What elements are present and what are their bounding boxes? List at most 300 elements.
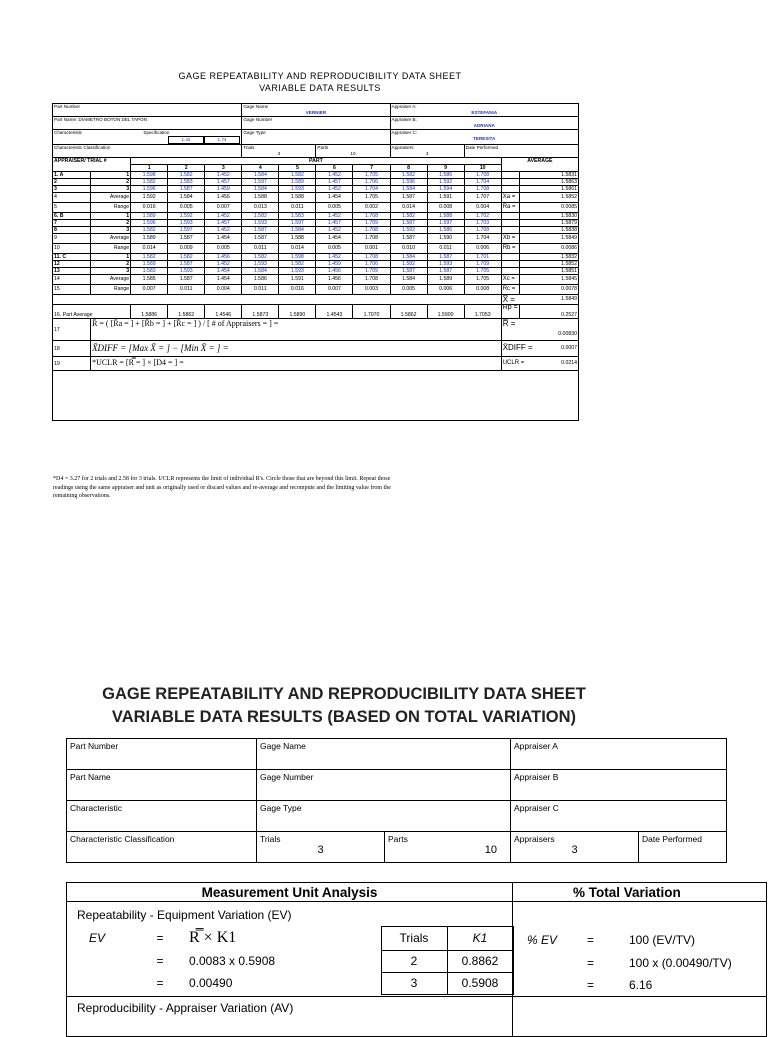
- sheet2-analysis-table: [66, 882, 767, 1037]
- measurement-cell[interactable]: 0.004: [205, 285, 242, 295]
- measurement-cell[interactable]: 1.456: [316, 275, 353, 285]
- pct-eq-2: =: [587, 956, 595, 970]
- part-number-header: 6: [316, 165, 353, 172]
- measurement-cell[interactable]: 1.596: [390, 179, 427, 186]
- measurement-cell[interactable]: 1.588: [279, 234, 316, 244]
- pct-eq-1: =: [587, 933, 595, 947]
- measurement-cell[interactable]: 1.587: [168, 275, 205, 285]
- row-trial: 2: [91, 179, 131, 186]
- s2-appraiser-b: Appraiser B: [511, 770, 727, 801]
- row-average: 1.5851: [519, 268, 578, 275]
- measurement-cell[interactable]: 1.705: [464, 275, 501, 285]
- measurement-cell[interactable]: 1.587: [390, 268, 427, 275]
- measurement-cell[interactable]: 1.587: [168, 261, 205, 268]
- measurement-cell[interactable]: 1.597: [279, 220, 316, 227]
- measurement-cell[interactable]: 1.587: [390, 193, 427, 203]
- measurement-cell[interactable]: 0.009: [168, 244, 205, 254]
- measurement-cell[interactable]: 1.584: [168, 193, 205, 203]
- row-trial: Range: [91, 285, 131, 295]
- measurement-cell[interactable]: 1.583: [279, 213, 316, 220]
- row-number: 10: [53, 244, 91, 254]
- row-trial: 1: [91, 254, 131, 261]
- row-number: 4: [53, 193, 91, 203]
- s2-trials-label: Trials: [260, 834, 281, 844]
- row-symbol: X̄b =: [501, 234, 519, 244]
- measurement-cell[interactable]: 1.583: [131, 268, 168, 275]
- part-average-cell: 1.4543: [316, 305, 353, 319]
- measurement-cell[interactable]: 0.007: [205, 203, 242, 213]
- trials-label: Trials: [243, 145, 255, 150]
- appraisers-value: 3: [425, 151, 429, 156]
- part-average-cell: 1.5873: [242, 305, 279, 319]
- s2-part-name: Part Name: [67, 770, 257, 801]
- measurement-cell[interactable]: 1.591: [279, 275, 316, 285]
- measurement-cell[interactable]: 1.582: [390, 172, 427, 179]
- part-header: PART: [131, 158, 502, 165]
- measurement-cell[interactable]: 0.007: [131, 285, 168, 295]
- measurement-cell[interactable]: 1.708: [353, 213, 390, 220]
- characteristic-label: Characteristic: [54, 130, 83, 135]
- trials-col-header: Trials: [381, 926, 447, 950]
- appraiser-a-value: ESTEFANIA: [471, 110, 498, 115]
- measurement-cell[interactable]: 0.006: [464, 244, 501, 254]
- row-trial: Range: [91, 203, 131, 213]
- measurement-cell[interactable]: 1.587: [427, 254, 464, 261]
- measurement-cell[interactable]: 0.005: [205, 244, 242, 254]
- measurement-cell[interactable]: 1.594: [427, 186, 464, 193]
- measurement-cell[interactable]: 1.584: [390, 186, 427, 193]
- measurement-cell[interactable]: 1.587: [242, 227, 279, 234]
- measurement-cell[interactable]: 1.597: [427, 220, 464, 227]
- measurement-cell[interactable]: 1.702: [464, 213, 501, 220]
- pct-ev-label: % EV: [527, 933, 558, 947]
- measurement-cell[interactable]: 0.008: [427, 203, 464, 213]
- appraiser-b-label: Appraiser B:: [391, 117, 417, 122]
- pct-eq-3: =: [587, 978, 595, 992]
- measurement-cell[interactable]: 1.587: [168, 234, 205, 244]
- s2-appraisers-label: Appraisers: [514, 834, 555, 844]
- measurement-cell[interactable]: 1.583: [168, 179, 205, 186]
- measurement-cell[interactable]: 0.011: [279, 203, 316, 213]
- ev-line3: 0.00490: [189, 976, 233, 990]
- measurement-cell[interactable]: 1.592: [427, 179, 464, 186]
- measurement-cell[interactable]: 1.704: [353, 186, 390, 193]
- average-header: AVERAGE: [501, 158, 578, 172]
- measurement-cell[interactable]: 1.597: [242, 179, 279, 186]
- row-symbol: X̄c =: [501, 275, 519, 285]
- measurement-cell[interactable]: 1.452: [205, 227, 242, 234]
- part-number-header: 2: [168, 165, 205, 172]
- measurement-cell[interactable]: 1.457: [316, 220, 353, 227]
- measurement-cell[interactable]: 1.584: [242, 186, 279, 193]
- measurement-cell[interactable]: 1.587: [168, 186, 205, 193]
- measurement-cell[interactable]: 1.452: [316, 254, 353, 261]
- ev-inner: [67, 926, 514, 995]
- measurement-cell[interactable]: 0.010: [390, 244, 427, 254]
- measurement-cell[interactable]: 1.593: [168, 220, 205, 227]
- measurement-cell[interactable]: 0.006: [427, 285, 464, 295]
- measurement-cell[interactable]: 1.457: [205, 220, 242, 227]
- measurement-cell[interactable]: 1.582: [242, 213, 279, 220]
- row-average: 1.5845: [519, 275, 578, 285]
- measurement-cell[interactable]: 1.589: [279, 179, 316, 186]
- measurement-cell[interactable]: 1.584: [390, 275, 427, 285]
- row-trial: 3: [91, 268, 131, 275]
- measurement-cell[interactable]: 0.002: [353, 203, 390, 213]
- measurement-cell[interactable]: 1.587: [427, 268, 464, 275]
- measurement-cell[interactable]: 1.452: [316, 213, 353, 220]
- measurement-cell[interactable]: 0.011: [242, 244, 279, 254]
- s2-gage-name: Gage Name: [257, 739, 511, 770]
- appraiser-c-value: TERESITA: [473, 136, 496, 141]
- appraisers-label: Appraisers: [391, 145, 414, 150]
- row-trial: 3: [91, 186, 131, 193]
- measurement-cell[interactable]: 0.008: [464, 285, 501, 295]
- part-number-header: 10: [464, 165, 501, 172]
- measurement-cell[interactable]: 0.005: [390, 285, 427, 295]
- part-average-cell: 1.4546: [205, 305, 242, 319]
- measurement-cell[interactable]: 1.703: [464, 220, 501, 227]
- measurement-cell[interactable]: 1.456: [316, 268, 353, 275]
- measurement-cell[interactable]: 1.593: [242, 261, 279, 268]
- measurement-cell[interactable]: 0.005: [316, 203, 353, 213]
- measurement-cell[interactable]: 1.584: [279, 227, 316, 234]
- measurement-cell[interactable]: 1.709: [353, 220, 390, 227]
- measurement-cell[interactable]: 1.588: [242, 193, 279, 203]
- reprod-pct-cell: [513, 997, 767, 1037]
- measurement-cell[interactable]: 1.582: [131, 179, 168, 186]
- row-number: 6. B: [53, 213, 91, 220]
- measurement-cell[interactable]: 1.705: [464, 268, 501, 275]
- measurement-cell[interactable]: 1.582: [242, 254, 279, 261]
- measurement-cell[interactable]: 0.016: [279, 285, 316, 295]
- measurement-cell[interactable]: 1.592: [168, 213, 205, 220]
- measurement-cell[interactable]: 1.706: [353, 261, 390, 268]
- gage-name-label: Gage Name: [243, 104, 269, 109]
- measurement-cell[interactable]: 1.454: [205, 275, 242, 285]
- measurement-cell[interactable]: 1.452: [205, 213, 242, 220]
- measurement-cell[interactable]: 1.596: [131, 186, 168, 193]
- sheet2-title: [0, 683, 688, 729]
- s2-appraisers-value: 3: [571, 844, 578, 856]
- appraiser-trial-header: APPRAISER/ TRIAL #: [53, 158, 131, 172]
- measurement-cell[interactable]: 1.701: [464, 254, 501, 261]
- measurement-cell[interactable]: 1.597: [168, 227, 205, 234]
- row-number: 8: [53, 227, 91, 234]
- row-symbol: R̄b =: [501, 244, 519, 254]
- s2-trials-value: 3: [317, 844, 324, 856]
- s2-parts-cell: [385, 832, 511, 863]
- date-label: Date Performed: [465, 145, 499, 150]
- ev-block: [67, 902, 513, 997]
- ev-formula: R̿ × K1: [189, 929, 237, 946]
- measurement-cell[interactable]: 1.705: [353, 193, 390, 203]
- row-average: 1.5849: [519, 234, 578, 244]
- row18-result-value: 0.0007: [561, 345, 577, 351]
- measurement-cell[interactable]: 0.001: [353, 244, 390, 254]
- measurement-cell[interactable]: 0.011: [242, 285, 279, 295]
- ev-line2: 0.0083 x 0.5908: [189, 954, 276, 968]
- measurement-cell[interactable]: 1.452: [316, 186, 353, 193]
- sheet2-title-line1: GAGE REPEATABILITY AND REPRODUCIBILITY DATA SHEET: [102, 685, 586, 703]
- measurement-cell[interactable]: 1.593: [279, 268, 316, 275]
- measurement-cell[interactable]: 1.591: [427, 193, 464, 203]
- row19-result-value: 0.0214: [561, 360, 577, 366]
- row-trial: 1: [91, 172, 131, 179]
- measurement-cell[interactable]: 1.454: [205, 268, 242, 275]
- part-average-cell: 1.5900: [427, 305, 464, 319]
- measurement-cell[interactable]: 0.005: [316, 244, 353, 254]
- s2-gage-number: Gage Number: [257, 770, 511, 801]
- measurement-cell[interactable]: 1.582: [168, 172, 205, 179]
- row-number: 11. C: [53, 254, 91, 261]
- row17-result-value: 0.00830: [558, 331, 577, 337]
- measurement-cell[interactable]: 0.014: [131, 244, 168, 254]
- spec-low-value: 1.42: [168, 136, 204, 144]
- measurement-cell[interactable]: 1.582: [168, 254, 205, 261]
- measurement-cell[interactable]: 1.454: [316, 234, 353, 244]
- measurement-cell[interactable]: 1.454: [205, 234, 242, 244]
- row18-formula: X̄DIFF = [Max X̄ = ] − [Min X̄ = ] =: [91, 341, 502, 357]
- part-average-cell: 1.5862: [390, 305, 427, 319]
- s2-parts-label: Parts: [388, 834, 408, 844]
- measurement-cell[interactable]: 1.584: [242, 172, 279, 179]
- k1-2: 0.8862: [447, 950, 513, 972]
- row-number: 15: [53, 285, 91, 295]
- part-number-label: Part Number: [54, 104, 81, 109]
- measurement-cell[interactable]: 1.704: [464, 179, 501, 186]
- row-number: 9: [53, 234, 91, 244]
- row-number: 3: [53, 186, 91, 193]
- sheet1-title-line2: VARIABLE DATA RESULTS: [259, 83, 381, 93]
- reprod-title: Reproducibility - Appraiser Variation (AV): [77, 1001, 294, 1015]
- s2-parts-value: 10: [484, 844, 497, 856]
- appraiser-c-label: Appraiser C:: [391, 130, 418, 135]
- pct-ev-line2: 100 x (0.00490/TV): [629, 956, 732, 970]
- xbarbar-value: 1.5849: [561, 296, 577, 302]
- trials-value: 3: [277, 151, 281, 156]
- measurement-cell[interactable]: 1.590: [427, 234, 464, 244]
- measurement-cell[interactable]: 1.584: [242, 268, 279, 275]
- s2-appraiser-c: Appraiser C: [511, 801, 727, 832]
- measurement-cell[interactable]: 1.593: [279, 186, 316, 193]
- trial-2: 2: [381, 950, 447, 972]
- measurement-cell[interactable]: 1.456: [205, 254, 242, 261]
- measurement-cell[interactable]: 0.016: [131, 203, 168, 213]
- row-average: 0.0078: [519, 285, 578, 295]
- gage-name-value: VERNIER: [305, 110, 327, 115]
- row-number: 2: [53, 179, 91, 186]
- pct-ev-formula: 100 (EV/TV): [629, 933, 696, 947]
- part-number-header: 4: [242, 165, 279, 172]
- measurement-cell[interactable]: 0.004: [464, 203, 501, 213]
- row-average: 1.5852: [519, 261, 578, 268]
- measurement-cell[interactable]: 1.706: [353, 179, 390, 186]
- row-symbol: X̄a =: [501, 193, 519, 203]
- measurement-cell[interactable]: 1.459: [205, 186, 242, 193]
- row18-number: 18: [53, 341, 91, 357]
- classification-label: Characteristic Classification: [54, 145, 111, 150]
- ev-eq-2: =: [156, 954, 164, 968]
- footnote-text: *D4 = 3.27 for 2 trials and 2.58 for 3 trials. UCLR represents the limit of individual R's. Circle those that are beyond this limit. Repeat those readings using the same appraiser and unit as originally used or discard values and re-average and recompute and the limiting value from the remaining observations.: [53, 476, 391, 499]
- measurement-cell[interactable]: 1.459: [316, 261, 353, 268]
- pct-ev-inner: [513, 928, 767, 996]
- measurement-cell[interactable]: 0.007: [316, 285, 353, 295]
- s2-part-number: Part Number: [67, 739, 257, 770]
- tv-title: % Total Variation: [513, 883, 767, 902]
- row-average: 1.5852: [519, 193, 578, 203]
- measurement-cell[interactable]: 1.452: [205, 261, 242, 268]
- row19-formula: *UCLR = [R̿ = ] × [D4 = ] =: [91, 357, 502, 371]
- measurement-cell[interactable]: 1.593: [168, 268, 205, 275]
- measurement-cell[interactable]: 1.586: [427, 227, 464, 234]
- row-trial: Average: [91, 234, 131, 244]
- measurement-cell[interactable]: 1.589: [131, 234, 168, 244]
- measurement-cell[interactable]: 0.014: [279, 244, 316, 254]
- trial-3: 3: [381, 972, 447, 994]
- pct-ev-value: 6.16: [629, 978, 653, 992]
- part-average-cell: 1.7053: [464, 305, 501, 319]
- row17-number: 17: [53, 319, 91, 341]
- measurement-cell[interactable]: 1.708: [464, 172, 501, 179]
- measurement-cell[interactable]: 1.582: [279, 172, 316, 179]
- row-average: 1.5831: [519, 172, 578, 179]
- measurement-cell[interactable]: 1.582: [390, 213, 427, 220]
- measurement-cell[interactable]: 1.598: [279, 254, 316, 261]
- part-number-header: 1: [131, 165, 168, 172]
- measurement-cell[interactable]: 1.452: [316, 172, 353, 179]
- measurement-cell[interactable]: 1.598: [131, 172, 168, 179]
- measurement-cell[interactable]: 1.708: [353, 254, 390, 261]
- measurement-cell[interactable]: 1.587: [390, 220, 427, 227]
- part-average-cell: 1.5862: [168, 305, 205, 319]
- appraiser-b-value: ADRIANA: [473, 123, 495, 128]
- measurement-cell[interactable]: 1.457: [205, 179, 242, 186]
- row18-result-label: X̄DIFF =: [502, 343, 533, 352]
- measurement-cell[interactable]: 1.584: [390, 254, 427, 261]
- measurement-cell[interactable]: 1.708: [464, 227, 501, 234]
- part-average-cell: 1.5886: [131, 305, 168, 319]
- s2-appraiser-a: Appraiser A: [511, 739, 727, 770]
- parts-value: 10: [350, 151, 356, 156]
- s2-gage-type: Gage Type: [257, 801, 511, 832]
- row-trial: Range: [91, 244, 131, 254]
- measurement-cell[interactable]: 1.707: [464, 193, 501, 203]
- row-number: 13: [53, 268, 91, 275]
- row17-result-label: R̿ =: [502, 319, 516, 328]
- appraiser-a-label: Appraiser A:: [391, 104, 417, 109]
- sheet1-title-line1: GAGE REPEATABILITY AND REPRODUCIBILITY DATA SHEET: [178, 71, 462, 81]
- measurement-cell[interactable]: 1.452: [205, 172, 242, 179]
- measurement-cell[interactable]: 1.585: [131, 275, 168, 285]
- spec-high-value: 1.74: [204, 136, 240, 144]
- row17-formula: R̄ = ( [R̄a = ] + [R̄b = ] + [R̄c = ] ) / [ # of Appraisers = ] =: [91, 319, 502, 341]
- row-number: 5: [53, 203, 91, 213]
- measurement-cell[interactable]: 1.587: [390, 234, 427, 244]
- s2-trials-cell: [257, 832, 385, 863]
- k1-3: 0.5908: [447, 972, 513, 994]
- measurement-cell[interactable]: 1.709: [353, 268, 390, 275]
- pct-ev-block: [513, 902, 767, 997]
- measurement-cell[interactable]: 1.586: [427, 172, 464, 179]
- measurement-cell[interactable]: 1.593: [427, 261, 464, 268]
- measurement-cell[interactable]: 1.457: [316, 179, 353, 186]
- measurement-cell[interactable]: 0.011: [168, 285, 205, 295]
- measurement-cell[interactable]: 1.589: [131, 261, 168, 268]
- measurement-cell[interactable]: 1.592: [131, 193, 168, 203]
- row-trial: Average: [91, 193, 131, 203]
- row19-number: 19: [53, 357, 91, 371]
- measurement-cell[interactable]: 1.452: [316, 227, 353, 234]
- measurement-cell[interactable]: 1.588: [427, 213, 464, 220]
- measurement-cell[interactable]: 1.588: [279, 193, 316, 203]
- measurement-cell[interactable]: 1.704: [464, 234, 501, 244]
- measurement-cell[interactable]: 1.586: [242, 275, 279, 285]
- measurement-cell[interactable]: 0.005: [168, 203, 205, 213]
- gage-type-label: Gage Type: [243, 130, 266, 135]
- s2-characteristic: Characteristic: [67, 801, 257, 832]
- row-trial: 3: [91, 227, 131, 234]
- part-number-header: 7: [353, 165, 390, 172]
- measurement-cell[interactable]: 1.708: [353, 275, 390, 285]
- measurement-cell[interactable]: 1.582: [131, 254, 168, 261]
- measurement-cell[interactable]: 1.582: [131, 227, 168, 234]
- measurement-cell[interactable]: 1.589: [427, 275, 464, 285]
- measurement-cell[interactable]: 0.011: [427, 244, 464, 254]
- s2-classification: Characteristic Classification: [67, 832, 257, 863]
- measurement-cell[interactable]: 1.709: [464, 261, 501, 268]
- ev-eq-1: =: [156, 931, 164, 945]
- measurement-cell[interactable]: 1.582: [279, 261, 316, 268]
- k1-col-header: K1: [447, 926, 513, 950]
- measurement-cell[interactable]: 1.705: [353, 172, 390, 179]
- ev-eq-3: =: [156, 976, 164, 990]
- measurement-cell[interactable]: 0.013: [242, 203, 279, 213]
- measurement-cell[interactable]: 1.456: [205, 193, 242, 203]
- row-trial: 2: [91, 220, 131, 227]
- measurement-cell[interactable]: 1.454: [316, 193, 353, 203]
- row-trial: 2: [91, 261, 131, 268]
- row-trial: Average: [91, 275, 131, 285]
- measurement-cell[interactable]: 1.708: [464, 186, 501, 193]
- measurement-cell[interactable]: 0.014: [390, 203, 427, 213]
- sheet2-title-line2: VARIABLE DATA RESULTS (BASED ON TOTAL VARIATION): [111, 708, 577, 726]
- measurement-cell[interactable]: 1.708: [353, 227, 390, 234]
- measurement-cell[interactable]: 0.003: [353, 285, 390, 295]
- reprod-cell: [67, 997, 513, 1037]
- measurement-cell[interactable]: 1.582: [390, 261, 427, 268]
- row-average: 1.5832: [519, 254, 578, 261]
- row-symbol: R̄a =: [501, 203, 519, 213]
- measurement-cell[interactable]: 1.708: [353, 234, 390, 244]
- row-trial: 1: [91, 213, 131, 220]
- part-number-header: 5: [279, 165, 316, 172]
- sheet2-header-table: [66, 738, 727, 863]
- row-number: 12: [53, 261, 91, 268]
- ev-label: EV: [89, 931, 106, 945]
- row-average: 1.5830: [519, 213, 578, 220]
- row-average: 1.5838: [519, 227, 578, 234]
- measurement-cell[interactable]: 1.593: [242, 220, 279, 227]
- row-symbol: R̄c =: [501, 285, 519, 295]
- measurement-cell[interactable]: 1.589: [131, 213, 168, 220]
- row-average: 1.5861: [519, 186, 578, 193]
- rp-label: Rp =: [501, 305, 519, 319]
- measurement-cell[interactable]: 1.592: [390, 227, 427, 234]
- measurement-cell[interactable]: 1.596: [131, 220, 168, 227]
- measurement-cell[interactable]: 1.587: [242, 234, 279, 244]
- row-average: 0.0086: [519, 244, 578, 254]
